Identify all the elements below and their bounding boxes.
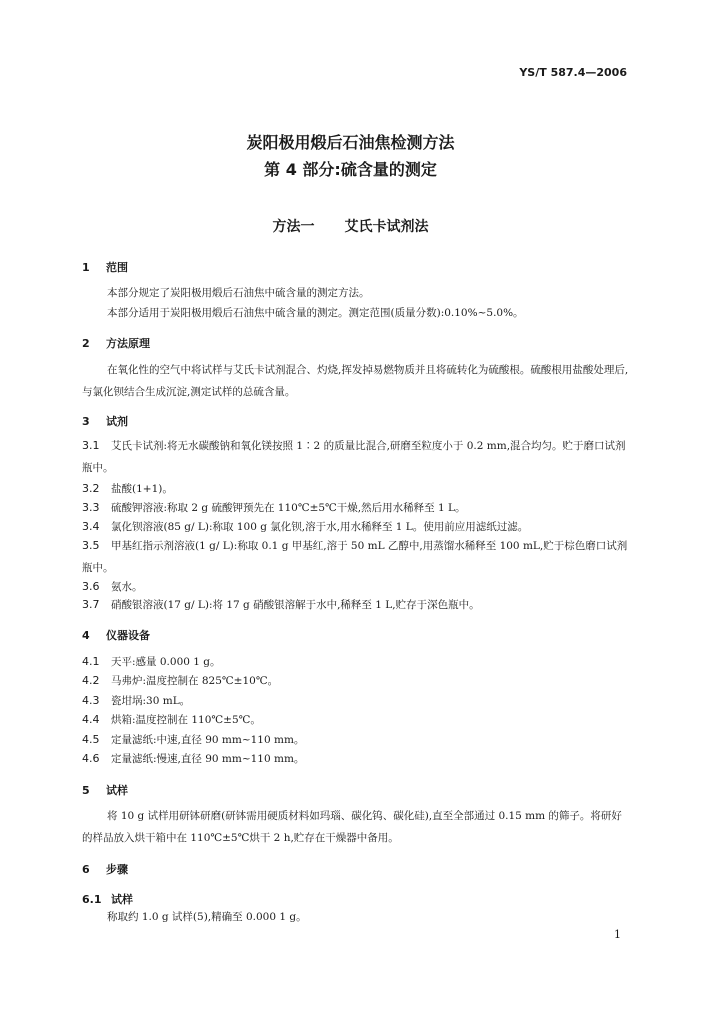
section-title: 仪器设备	[106, 629, 150, 642]
standard-number: YS/T 587.4—2006	[519, 66, 627, 79]
section-number: 6	[82, 863, 90, 876]
document-title: 炭阳极用煅后石油焦检测方法	[246, 133, 455, 152]
item-number: 3.6	[82, 580, 100, 593]
section-6-1-paragraph-1: 称取约 1.0 g 试样(5),精确至 0.000 1 g。	[107, 911, 307, 923]
subsection-number: 6.1	[82, 893, 102, 906]
document-subtitle: 第 4 部分:硫含量的测定	[264, 160, 437, 179]
item-text: 烘箱:温度控制在 110℃±5℃。	[111, 714, 261, 726]
section-title: 试样	[106, 784, 128, 797]
method-name: 艾氏卡试剂法	[344, 219, 429, 235]
item-number: 3.5	[82, 539, 100, 552]
section-title: 试剂	[106, 415, 128, 428]
item-number: 3.4	[82, 520, 100, 533]
section-number: 4	[82, 629, 90, 642]
item-number: 4.2	[82, 674, 100, 687]
section-title: 步骤	[106, 863, 128, 876]
section-number: 3	[82, 415, 90, 428]
section-1-paragraph-2: 本部分适用于炭阳极用煅后石油焦中硫含量的测定。测定范围(质量分数):0.10%~5.0%。	[107, 307, 524, 319]
list-item	[82, 594, 630, 616]
item-text: 艾氏卡试剂:将无水碳酸钠和氧化镁按照 1∶2 的质量比混合,研磨至粒度小于 0.2 mm,混合均匀。贮于磨口试剂瓶中。	[82, 440, 626, 474]
item-text: 瓷坩埚:30 mL。	[111, 695, 191, 707]
item-number: 3.7	[82, 598, 100, 611]
section-number: 5	[82, 784, 90, 797]
item-number: 3.1	[82, 439, 100, 452]
item-number: 4.4	[82, 713, 100, 726]
list-item	[82, 670, 630, 692]
section-heading-4	[82, 627, 150, 643]
section-heading-2	[82, 335, 150, 351]
item-text: 硫酸钾溶液:称取 2 g 硫酸钾预先在 110℃±5℃干燥,然后用水稀释至 1 L。	[111, 502, 466, 514]
subsection-heading-6-1	[82, 891, 133, 907]
page-number: 1	[614, 928, 621, 941]
subsection-title: 试样	[111, 893, 133, 906]
item-text: 氯化钡溶液(85 g/ L):称取 100 g 氯化钡,溶于水,用水稀释至 1 L。使用前应用滤纸过滤。	[111, 521, 529, 533]
section-number: 1	[82, 261, 90, 274]
section-1-paragraph-1: 本部分规定了炭阳极用煅后石油焦中硫含量的测定方法。	[107, 287, 370, 299]
section-heading-1	[82, 259, 128, 275]
method-heading	[0, 216, 701, 236]
item-number: 3.2	[82, 482, 100, 495]
section-title: 范围	[106, 261, 128, 274]
section-heading-3	[82, 413, 128, 429]
item-number: 4.3	[82, 694, 100, 707]
item-text: 甲基红指示剂溶液(1 g/ L):称取 0.1 g 甲基红,溶于 50 mL 乙醇中,用蒸馏水稀释至 100 mL,贮于棕色磨口试剂瓶中。	[82, 540, 628, 574]
section-title: 方法原理	[106, 337, 150, 350]
list-item	[82, 435, 630, 479]
section-5-paragraph-1: 将 10 g 试样用研钵研磨(研钵需用硬质材料如玛瑙、碳化钨、碳化硅),直至全部通过 0.15 mm 的筛子。将研好的样品放入烘干箱中在 110℃±5℃烘干 2 h,贮存在干燥器中备用。	[82, 810, 622, 844]
item-text: 天平:感量 0.000 1 g。	[111, 656, 221, 668]
item-text: 定量滤纸:慢速,直径 90 mm~110 mm。	[111, 753, 305, 765]
item-text: 硝酸银溶液(17 g/ L):将 17 g 硝酸银溶解于水中,稀释至 1 L,贮存于深色瓶中。	[111, 599, 480, 611]
section-number: 2	[82, 337, 90, 350]
method-label: 方法一	[272, 219, 315, 235]
item-text: 氨水。	[111, 581, 143, 593]
item-text: 定量滤纸:中速,直径 90 mm~110 mm。	[111, 734, 305, 746]
item-number: 3.3	[82, 501, 100, 514]
section-heading-6	[82, 861, 128, 877]
list-item	[82, 535, 630, 579]
item-number: 4.1	[82, 655, 100, 668]
item-number: 4.6	[82, 752, 100, 765]
list-item	[82, 748, 630, 770]
section-heading-5	[82, 782, 128, 798]
section-2-paragraph-1: 在氧化性的空气中将试样与艾氏卡试剂混合、灼烧,挥发掉易燃物质并且将硫转化为硫酸根。硫酸根用盐酸处理后,与氯化钡结合生成沉淀,测定试样的总硫含量。	[82, 364, 629, 398]
item-text: 盐酸(1+1)。	[111, 483, 173, 495]
list-item	[82, 709, 630, 731]
item-text: 马弗炉:温度控制在 825℃±10℃。	[111, 675, 279, 687]
item-number: 4.5	[82, 733, 100, 746]
